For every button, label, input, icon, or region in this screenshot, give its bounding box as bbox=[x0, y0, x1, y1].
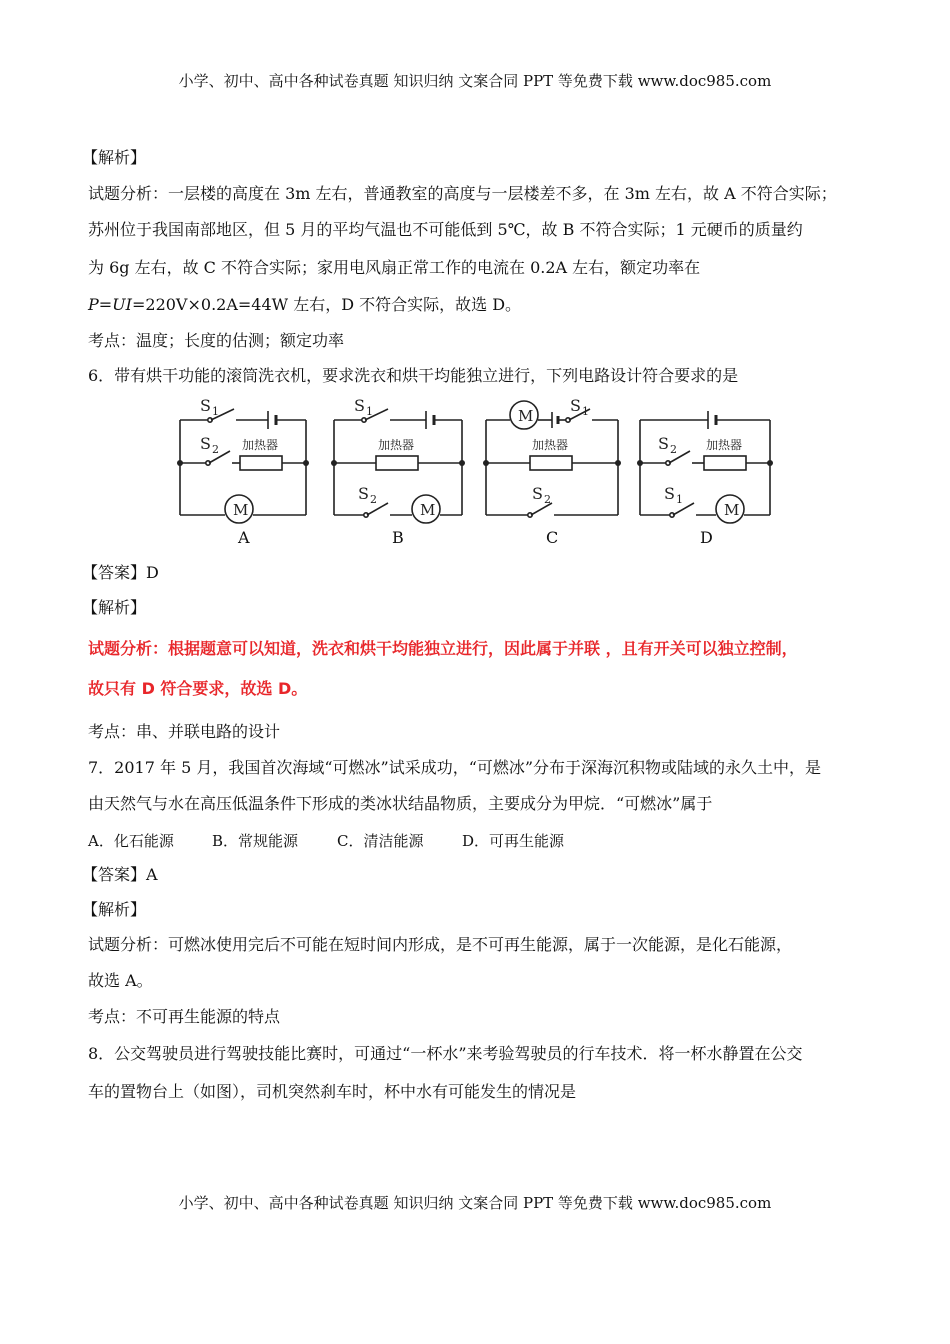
q5-analysis-line-2: 苏州位于我国南部地区，但 5 月的平均气温也不可能低到 5℃，故 B 不符合实际；1 元硬币的质量约 bbox=[88, 220, 803, 239]
q5-formula-rest: =220V×0.2A=44W 左右，D 不符合实际，故选 D。 bbox=[131, 295, 522, 314]
motor-label: M bbox=[233, 501, 249, 519]
q5-analysis-line-4 bbox=[88, 295, 521, 315]
q7-question-line-1: 7．2017 年 5 月，我国首次海域“可燃冰”试采成功，“可燃冰”分布于深海沉积物或陆域的永久土中，是 bbox=[88, 758, 822, 777]
svg-text:2: 2 bbox=[212, 443, 219, 456]
svg-text:2: 2 bbox=[544, 493, 551, 506]
circuit-label-a: A bbox=[238, 528, 250, 547]
motor-label: M bbox=[724, 501, 740, 519]
switch-s1-label: S bbox=[354, 396, 365, 415]
svg-text:2: 2 bbox=[370, 493, 377, 506]
switch-s2-label: S bbox=[200, 434, 211, 453]
circuit-label-c: C bbox=[546, 528, 559, 547]
switch-s2-label: S bbox=[532, 484, 543, 503]
q7-option-d: D．可再生能源 bbox=[462, 832, 565, 850]
q6-answer: 【答案】D bbox=[82, 563, 159, 582]
svg-text:1: 1 bbox=[676, 493, 683, 506]
q6-knowledge-point: 考点：串、并联电路的设计 bbox=[88, 722, 281, 741]
q5-equals: = bbox=[98, 295, 113, 314]
heater-label: 加热器 bbox=[706, 438, 743, 452]
motor-label: M bbox=[518, 407, 534, 425]
heater-label: 加热器 bbox=[378, 438, 415, 452]
q6-question: 6．带有烘干功能的滚筒洗衣机，要求洗衣和烘干均能独立进行，下列电路设计符合要求的是 bbox=[88, 366, 739, 385]
svg-text:2: 2 bbox=[670, 443, 677, 456]
switch-s1-label: S bbox=[200, 396, 211, 415]
q7-option-b: B．常规能源 bbox=[212, 832, 299, 850]
switch-s1-label: S bbox=[664, 484, 675, 503]
q5-analysis-line-1: 试题分析：一层楼的高度在 3m 左右，普通教室的高度与一层楼差不多，在 3m 左右，故 A 不符合实际； bbox=[88, 184, 837, 203]
switch-s2-label: S bbox=[358, 484, 369, 503]
q7-answer: 【答案】A bbox=[82, 865, 158, 884]
switch-s2-label: S bbox=[658, 434, 669, 453]
heater-label: 加热器 bbox=[242, 438, 279, 452]
circuit-diagram-d bbox=[634, 395, 779, 525]
q5-power-symbol: P bbox=[88, 295, 99, 314]
svg-text:1: 1 bbox=[212, 405, 219, 418]
q6-analysis-line-2: 故只有 D 符合要求，故选 D。 bbox=[88, 679, 308, 698]
q5-analysis-heading: 【解析】 bbox=[82, 148, 147, 167]
svg-text:1: 1 bbox=[582, 405, 589, 418]
q5-knowledge-point: 考点：温度；长度的估测；额定功率 bbox=[88, 331, 345, 350]
q7-option-c: C．清洁能源 bbox=[337, 832, 424, 850]
q7-option-a: A．化石能源 bbox=[88, 832, 174, 850]
svg-text:1: 1 bbox=[366, 405, 373, 418]
circuit-diagram-c bbox=[480, 395, 625, 525]
circuit-label-b: B bbox=[392, 528, 404, 547]
page-footer: 小学、初中、高中各种试卷真题 知识归纳 文案合同 PPT 等免费下载 www.doc985.com bbox=[178, 1194, 772, 1212]
q5-analysis-line-3: 为 6g 左右，故 C 不符合实际；家用电风扇正常工作的电流在 0.2A 左右，额定功率在 bbox=[88, 258, 701, 277]
circuit-label-d: D bbox=[700, 528, 713, 547]
heater-label: 加热器 bbox=[532, 438, 569, 452]
q7-analysis-line-2: 故选 A。 bbox=[88, 971, 153, 990]
circuit-diagram-a bbox=[172, 395, 317, 525]
q6-analysis-heading: 【解析】 bbox=[82, 598, 147, 617]
q7-analysis-heading: 【解析】 bbox=[82, 900, 147, 919]
circuit-diagram-b bbox=[326, 395, 471, 525]
q8-question-line-2: 车的置物台上（如图），司机突然刹车时，杯中水有可能发生的情况是 bbox=[88, 1082, 577, 1101]
q6-analysis-line-1: 试题分析：根据题意可以知道，洗衣和烘干均能独立进行，因此属于并联 ，且有开关可以独立控制， bbox=[88, 639, 798, 658]
q8-question-line-1: 8．公交驾驶员进行驾驶技能比赛时，可通过“一杯水”来考验驾驶员的行车技术．将一杯水静置在公交 bbox=[88, 1044, 803, 1063]
q7-knowledge-point: 考点：不可再生能源的特点 bbox=[88, 1007, 281, 1026]
page-header: 小学、初中、高中各种试卷真题 知识归纳 文案合同 PPT 等免费下载 www.doc985.com bbox=[178, 72, 772, 90]
switch-s1-label: S bbox=[570, 396, 581, 415]
q7-analysis-line-1: 试题分析：可燃冰使用完后不可能在短时间内形成，是不可再生能源，属于一次能源，是化石能源， bbox=[88, 935, 793, 954]
q7-question-line-2: 由天然气与水在高压低温条件下形成的类冰状结晶物质，主要成分为甲烷．“可燃冰”属于 bbox=[88, 794, 713, 813]
q5-ui-symbol: UI bbox=[112, 295, 132, 314]
motor-label: M bbox=[420, 501, 436, 519]
